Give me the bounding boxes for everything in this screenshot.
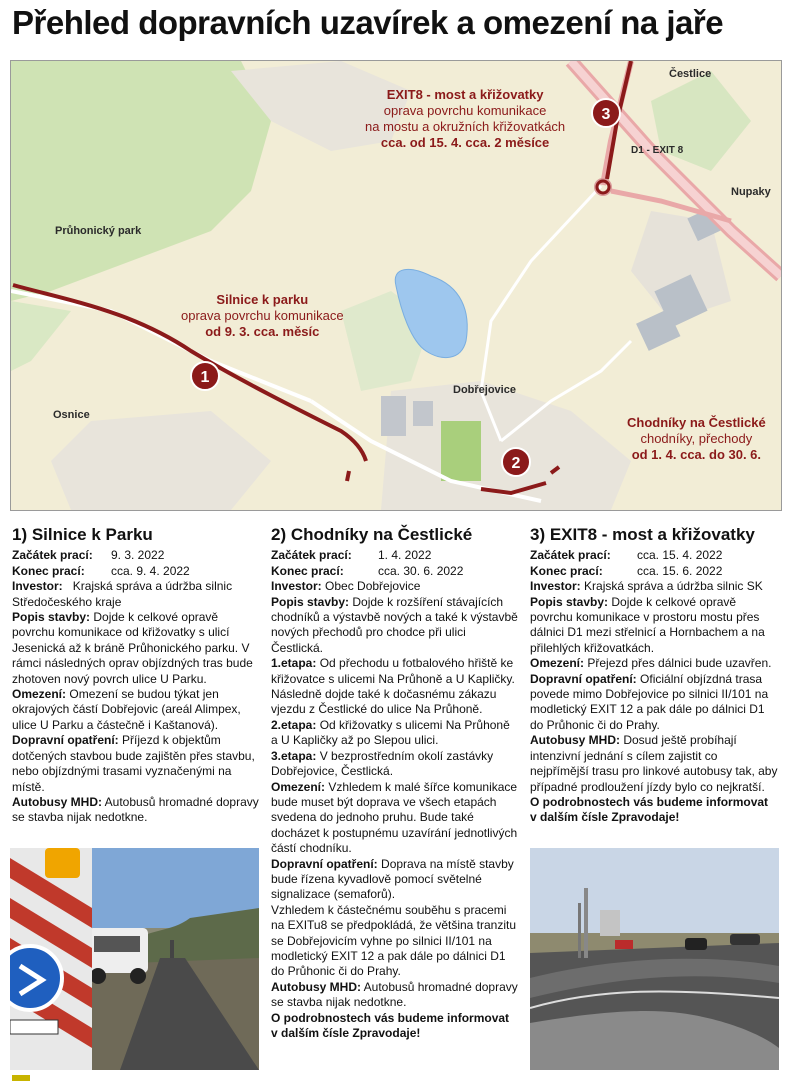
col3-omezeni: Omezení: Přejezd přes dálnici bude uzavřen. <box>530 656 772 671</box>
marker-3: 3 <box>591 98 621 128</box>
callout-exit8-date: cca. od 15. 4. cca. 2 měsíce <box>380 135 550 150</box>
col2-opatreni: Dopravní opatření: Doprava na místě stavby bude řízena kyvadlově pomocí světelné signalizace (semaforů). <box>271 856 514 902</box>
col1-heading: 1) Silnice k Parku <box>12 525 153 544</box>
callout-chodniky-title: Chodníky na Čestlické <box>627 415 766 430</box>
callout-exit8 <box>365 87 565 151</box>
col2-end-row <box>271 564 519 579</box>
col1-start-value: 9. 3. 2022 <box>111 548 165 563</box>
photo-roundabout <box>530 848 779 1070</box>
col1-end-value: cca. 9. 4. 2022 <box>111 563 190 578</box>
col2-etapa2: 2.etapa: Od křižovatky s ulicemi Na Průhoně a U Kapličky až po Slepou ulici. <box>271 717 510 748</box>
footer-accent <box>12 1075 30 1081</box>
col1-start-label: Začátek prací: <box>12 548 93 563</box>
col3-popis: Popis stavby: Dojde k celkové opravě povrchu komunikace v prostoru mostu přes dálnici D1 mezi střelnicí a Hornbachem a na přilehlých křižovatkách. <box>530 594 765 655</box>
col2-end-label: Konec prací: <box>271 563 344 578</box>
col3-heading: 3) EXIT8 - most a křižovatky <box>530 525 755 544</box>
column-2 <box>271 527 519 1041</box>
col3-start-value: cca. 15. 4. 2022 <box>637 548 723 563</box>
col1-mhd: Autobusy MHD: Autobusů hromadné dopravy se stavba nijak nedotkne. <box>12 794 259 825</box>
col1-end-row <box>12 564 259 579</box>
col2-start-value: 1. 4. 2022 <box>378 548 432 563</box>
col3-opatreni: Dopravní opatření: Oficiální objízdná trasa povede mimo Dobřejovice po silnici II/101 na modletický EXIT 12 a pak dále po dálnici D1 do Průhonic či do Prahy. <box>530 671 769 732</box>
callout-exit8-desc1: oprava povrchu komunikace <box>383 103 547 118</box>
page-title: Přehled dopravních uzavírek a omezení na jaře <box>12 4 724 41</box>
place-d1: D1 - EXIT 8 <box>631 145 684 156</box>
callout-chodniky-date: od 1. 4. cca. do 30. 6. <box>631 447 762 462</box>
col2-end-value: cca. 30. 6. 2022 <box>378 563 464 578</box>
col1-end-label: Konec prací: <box>12 563 85 578</box>
col3-start-row <box>530 548 778 563</box>
col2-omezeni: Omezení: Vzhledem k malé šířce komunikace bude muset být doprava ve všech etapách svedena do jednoho pruhu. Bude také docházet k postupnému uzavírání jednotlivých částí chodníku. <box>271 779 518 856</box>
col2-etapa1: 1.etapa: Od přechodu u fotbalového hřiště ke křižovatce s ulicemi Na Průhoně a U Kapličky. Následně dojde také k dočasnému zákazu vjezdu z Čestlické do ulice Na Průhoně. <box>271 656 515 717</box>
callout-silnice-date: od 9. 3. cca. měsíc <box>205 324 320 339</box>
col2-extra: Vzhledem k částečnému souběhu s pracemi na EXITu8 se předpokládá, že většina tranzitu se Dobřejovicím vyhne po silnici II/101 na modletický EXIT 12 a pak dále po dálnici D1 do Průhonic či do Prahy. <box>271 902 517 979</box>
col3-end-row <box>530 564 778 579</box>
col2-investor: Investor: Obec Dobřejovice <box>271 579 421 594</box>
place-cestlice: Čestlice <box>669 68 712 80</box>
col3-end-label: Konec prací: <box>530 563 603 578</box>
map <box>10 60 782 511</box>
place-osnice: Osnice <box>53 409 90 421</box>
place-dobrejovice: Dobřejovice <box>453 384 516 396</box>
callout-chodniky-desc1: chodníky, přechody <box>640 431 753 446</box>
col1-start-row <box>12 548 259 563</box>
col1-omezeni: Omezení: Omezení se budou týkat jen okrajových částí Dobřejovic (areál Alimpex, ulice U Parku a částečně i Kaštanová). <box>12 687 241 732</box>
col2-note: O podrobnostech vás budeme informovat v dalším čísle Zpravodaje! <box>271 1010 510 1040</box>
col3-end-value: cca. 15. 6. 2022 <box>637 563 723 578</box>
callout-silnice-desc1: oprava povrchu komunikace <box>181 308 344 323</box>
col2-heading: 2) Chodníky na Čestlické <box>271 525 473 544</box>
column-3 <box>530 527 778 826</box>
marker-2: 2 <box>501 447 531 477</box>
photo-road-works <box>10 848 259 1070</box>
callout-exit8-title: EXIT8 - most a křižovatky <box>386 87 544 102</box>
col3-note: O podrobnostech vás budeme informovat v dalším čísle Zpravodaje! <box>530 794 769 825</box>
callout-exit8-desc2: na mostu a okružních křižovatkách <box>365 119 566 134</box>
place-pruhonicky-park: Průhonický park <box>55 225 142 237</box>
marker-1: 1 <box>190 361 220 391</box>
col2-popis: Popis stavby: Dojde k rozšíření stávajících chodníků a výstavbě nových a také k výstavbě nových přechodů pro chodce při ulici Čestlická. <box>271 594 518 655</box>
col2-start-label: Začátek prací: <box>271 548 352 563</box>
col2-start-row <box>271 548 519 563</box>
column-1 <box>12 527 259 826</box>
col1-popis: Popis stavby: Dojde k celkové opravě povrchu komunikace od křižovatky s ulicí Jesenická až k bráně Průhonického parku. V rámci následných oprav objízdných tras bude zhotoven nový povrch ulice U Parku. <box>12 610 253 686</box>
col3-investor: Investor: Krajská správa a údržba silnic SK <box>530 579 763 594</box>
col2-mhd: Autobusy MHD: Autobusů hromadné dopravy se stavba nijak nedotkne. <box>271 979 518 1010</box>
col2-etapa3: 3.etapa: V bezprostředním okolí zastávky Dobřejovice, Čestlická. <box>271 748 494 779</box>
col3-mhd: Autobusy MHD: Dosud ještě probíhají intenzivní jednání s cílem zajistit co nejpřímější trasu pro linkové autobusy tak, aby případné prodloužení jízdy bylo co nejkratší. <box>530 733 778 794</box>
col1-investor: Investor: Krajská správa a údržba silnic Středočeského kraje <box>12 579 233 609</box>
col3-start-label: Začátek prací: <box>530 548 611 563</box>
callout-chodniky <box>627 415 766 463</box>
col1-opatreni: Dopravní opatření: Příjezd k objektům dotčených stavbou bude zajištěn přes stavbu, nebo objízdnými trasami vyznačenými na místě. <box>12 733 255 794</box>
callout-silnice <box>181 292 344 340</box>
callout-silnice-title: Silnice k parku <box>216 292 309 307</box>
place-nupaky: Nupaky <box>731 186 771 198</box>
